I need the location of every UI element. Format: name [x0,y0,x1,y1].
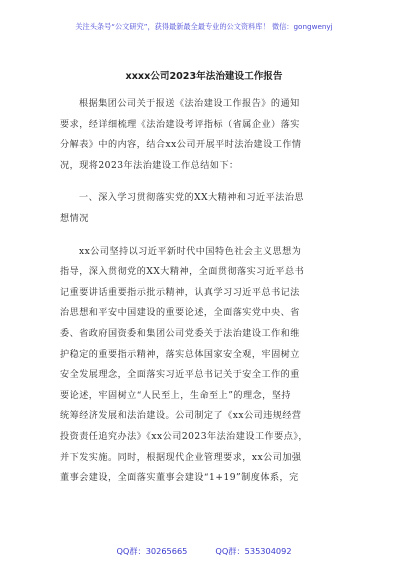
body-line: 并下发实施。同时，根据现代企业管理要求，xx公司加强 [60,452,302,463]
qq-group-number: 30265665 [145,546,188,556]
body-line: 委、省政府国资委和集团公司党委关于法治建设工作和维 [60,328,300,339]
body-line: 指导，深入贯彻党的XX大精神，全面贯彻落实习近平总书 [60,267,305,278]
body-line: 董事会建设，全面落实董事会建设“1+19”制度体系，完 [60,473,299,484]
section-heading-line: 想情况 [60,213,89,224]
body-line: 治思想和平安中国建设的重要论述，全面落实党中央、省 [60,308,300,319]
body-line: 统筹经济发展和法治建设。公司制定了《xx公司违规经营 [60,411,302,422]
body-line: xx公司坚持以习近平新时代中国特色社会主义思想为 [79,246,302,257]
body-line: 要求，经详细梳理《法治建设考评指标（省属企业）落实 [60,119,300,130]
header-banner: 关注头条号“公文研究”，获得最新最全最专业的公文资料库！ 微信：gongwenyj [75,22,333,31]
document-body [60,94,356,489]
body-line: 记重要讲话重要指示批示精神，认真学习习近平总书记法 [60,287,300,298]
footer-contact [0,545,408,557]
qq-group-label: QQ群： [116,546,146,556]
body-line: 根据集团公司关于报送《法治建设工作报告》的通知 [79,99,300,109]
body-line: 投资责任追究办法》《xx公司2023年法治建设工作要点》， [60,431,308,442]
body-line: 分解表》中的内容，结合xx公司开展平时法治建设工作情 [60,140,302,151]
qq-group-number: 535304092 [244,546,292,556]
body-line: 护稳定的重要指示精神，落实总体国家安全观，牢固树立 [60,349,300,360]
qq-group-label: QQ群： [215,546,245,556]
body-line: 况，现将2023年法治建设工作总结如下： [60,160,239,171]
body-line: 要论述，牢固树立“人民至上，生命至上”的理念，坚持 [60,390,291,401]
section-heading-line: 一、深入学习贯彻落实党的XX大精神和习近平法治思 [79,193,305,204]
document-title: xxxx公司2023年法治建设工作报告 [125,71,283,82]
body-line: 安全发展理念，全面落实习近平总书记关于安全工作的重 [60,370,300,381]
